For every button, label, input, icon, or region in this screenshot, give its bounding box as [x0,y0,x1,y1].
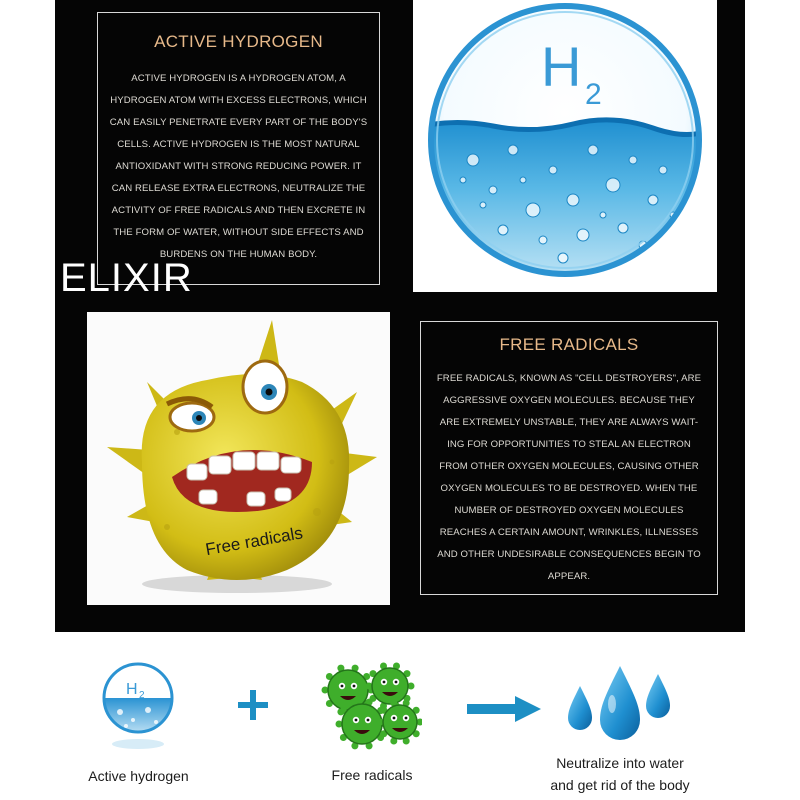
bubble [659,166,667,174]
bubble [606,178,620,192]
bubble [489,186,497,194]
description-line: FROM OTHER OXYGEN MOLECULES, CAUSING OTHER [439,461,699,472]
active-hydrogen-icon [98,660,178,752]
description-line: ACTIVE HYDROGEN IS A HYDROGEN ATOM, A [131,73,346,84]
active-hydrogen-title: ACTIVE HYDROGEN [154,32,323,51]
description-line: AND OTHER UNDESIRABLE CONSEQUENCES BEGIN TO [437,549,701,560]
bubble [480,202,486,208]
free-radicals-box [420,321,718,595]
bubble [526,203,540,217]
h2-water-sphere-image [413,0,717,292]
neutralize-caption-line: Neutralize into water [556,755,684,771]
arrow-right-icon [465,694,543,724]
description-line: ANTIOXIDANT WITH STRONG REDUCING POWER. IT [115,161,362,172]
description-line: CAN RELEASE EXTRA ELECTRONS, NEUTRALIZE THE [111,183,366,194]
description-line: OXYGEN MOLECULES TO BE DESTROYED. WHEN THE [440,483,698,494]
description-line: FREE RADICALS, KNOWN AS "CELL DESTROYERS", ARE [436,373,702,384]
description-line: BURDENS ON THE HUMAN BODY. [159,249,318,260]
bubble [460,177,466,183]
bubble [588,145,598,155]
elixir-logo: ELIXIR [60,256,193,300]
small-h2-subscript: 2 [139,690,145,701]
bubble [467,154,479,166]
description-line: CELLS. ACTIVE HYDROGEN IS THE MOST NATURAL [117,139,360,150]
bubble [520,177,526,183]
neutralize-caption [520,752,720,796]
bubble [498,225,508,235]
description-line: NUMBER OF DESTROYED OXYGEN MOLECULES [454,505,684,516]
description-line: ARE EXTREMELY UNSTABLE, THEY ARE ALWAYS WAIT- [439,417,699,428]
description-line: AGGRESSIVE OXYGEN MOLECULES. BECAUSE THEY [443,395,695,406]
bubble [539,236,547,244]
description-line: REACHES A CERTAIN AMOUNT, WRINKLES, ILLNESSES [439,527,699,538]
h2-label: H [541,35,582,98]
description-line: THE FORM OF WATER, WITHOUT SIDE EFFECTS AND [113,227,364,238]
active-hydrogen-box [97,12,380,285]
bubble [577,229,589,241]
description-line: ACTIVITY OF FREE RADICALS AND THEN EXCRETE IN [111,205,366,216]
water-drops-icon [560,664,680,750]
free-radicals-title: FREE RADICALS [499,335,639,354]
free-radicals-description [431,368,707,588]
description-line: ING FOR OPPORTUNITIES TO STEAL AN ELECTRON [447,439,691,450]
bubble [648,195,658,205]
small-h2-label: H [126,681,138,698]
bubble [567,194,579,206]
bubble [508,145,518,155]
description-line: HYDROGEN ATOM WITH EXCESS ELECTRONS, WHICH [110,95,367,106]
bubble [629,156,637,164]
description-line: CAN EASILY PENETRATE EVERY PART OF THE BODY'S [109,117,368,128]
monster-caption: Free radicals [204,523,305,560]
free-radical-monster-image [87,312,390,605]
active-hydrogen-description [108,68,369,266]
bubble [600,212,606,218]
bubble [549,166,557,174]
plus-icon [236,688,270,722]
bubble [618,223,628,233]
h2-subscript: 2 [585,78,602,111]
description-line: APPEAR. [547,571,591,582]
free-radicals-virus-icon [318,662,422,752]
neutralize-caption-line: and get rid of the body [550,777,690,793]
active-hydrogen-caption: Active hydrogen [88,768,189,784]
bubble [558,253,568,263]
free-radicals-caption: Free radicals [331,767,413,783]
